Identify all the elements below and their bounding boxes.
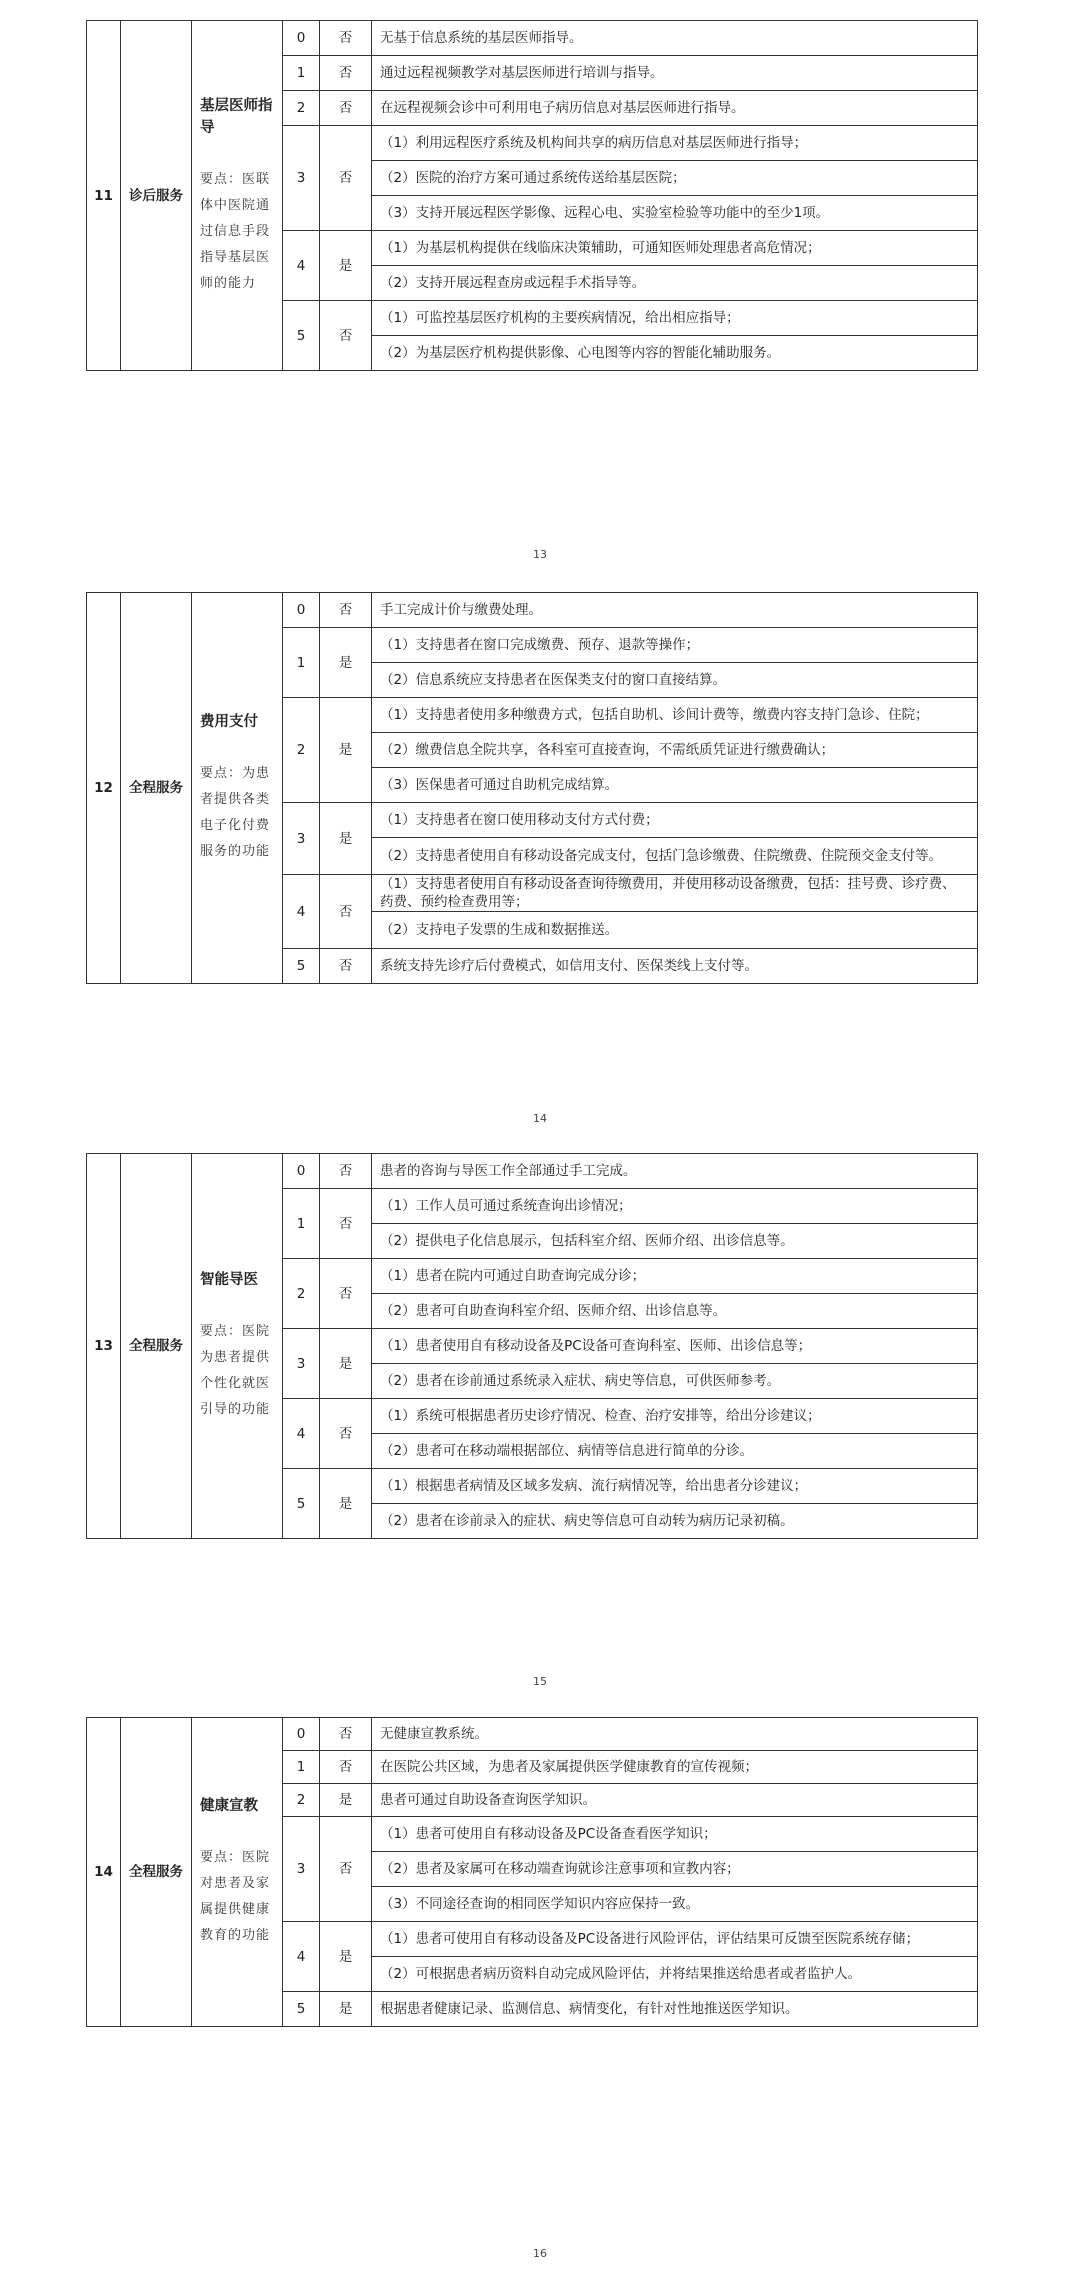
level-score: 1 — [283, 1751, 320, 1784]
level-score: 1 — [283, 1189, 320, 1259]
evaluation-title: 基层医师指导 — [200, 97, 273, 136]
level-score: 3 — [283, 803, 320, 875]
page-number: 14 — [533, 1112, 547, 1125]
requirement-text: （1）利用远程医疗系统及机构间共享的病历信息对基层医师进行指导； — [372, 126, 978, 161]
key-points: 要点：医院对患者及家属提供健康教育的功能 — [200, 1850, 271, 1943]
page-number: 15 — [533, 1675, 547, 1688]
compliance-flag: 否 — [320, 875, 372, 949]
level-score: 1 — [283, 56, 320, 91]
level-score: 2 — [283, 91, 320, 126]
level-score: 0 — [283, 1718, 320, 1751]
standard-table-13 — [86, 1153, 978, 1539]
level-score: 5 — [283, 949, 320, 984]
compliance-flag: 否 — [320, 56, 372, 91]
compliance-flag: 是 — [320, 1992, 372, 2027]
compliance-flag: 是 — [320, 1469, 372, 1539]
compliance-flag: 否 — [320, 1718, 372, 1751]
standard-table-12 — [86, 592, 978, 984]
evaluation-title: 智能导医 — [200, 1272, 258, 1288]
requirement-text: 通过远程视频教学对基层医师进行培训与指导。 — [372, 56, 978, 91]
requirement-text: 患者可通过自助设备查询医学知识。 — [372, 1784, 978, 1817]
requirement-text: （2）支持开展远程查房或远程手术指导等。 — [372, 266, 978, 301]
requirement-text: （2）支持电子发票的生成和数据推送。 — [372, 912, 978, 949]
requirement-text: （2）信息系统应支持患者在医保类支付的窗口直接结算。 — [372, 663, 978, 698]
category: 诊后服务 — [121, 21, 192, 371]
standard-table-14 — [86, 1717, 978, 2027]
compliance-flag: 否 — [320, 126, 372, 231]
requirement-text: （1）工作人员可通过系统查询出诊情况； — [372, 1189, 978, 1224]
requirement-text: 无基于信息系统的基层医师指导。 — [372, 21, 978, 56]
compliance-flag: 是 — [320, 628, 372, 698]
page-number: 13 — [533, 548, 547, 561]
item-number: 12 — [87, 593, 121, 984]
requirement-text: （2）提供电子化信息展示，包括科室介绍、医师介绍、出诊信息等。 — [372, 1224, 978, 1259]
level-score: 4 — [283, 1399, 320, 1469]
compliance-flag: 是 — [320, 1922, 372, 1992]
table-row — [87, 1154, 978, 1189]
key-points: 要点：为患者提供各类电子化付费服务的功能 — [200, 766, 271, 859]
table-row — [87, 21, 978, 56]
level-score: 4 — [283, 231, 320, 301]
level-score: 4 — [283, 1922, 320, 1992]
requirement-text: （1）可监控基层医疗机构的主要疾病情况，给出相应指导； — [372, 301, 978, 336]
requirement-text: （2）患者及家属可在移动端查询就诊注意事项和宣教内容； — [372, 1852, 978, 1887]
key-points: 要点：医院为患者提供个性化就医引导的功能 — [200, 1324, 271, 1417]
level-score: 2 — [283, 1259, 320, 1329]
requirement-text: 手工完成计价与缴费处理。 — [372, 593, 978, 628]
requirement-text: 系统支持先诊疗后付费模式，如信用支付、医保类线上支付等。 — [372, 949, 978, 984]
requirement-text: （2）患者可自助查询科室介绍、医师介绍、出诊信息等。 — [372, 1294, 978, 1329]
level-score: 2 — [283, 1784, 320, 1817]
compliance-flag: 是 — [320, 1329, 372, 1399]
requirement-text: （1）患者在院内可通过自助查询完成分诊； — [372, 1259, 978, 1294]
requirement-text: （1）系统可根据患者历史诊疗情况、检查、治疗安排等，给出分诊建议； — [372, 1399, 978, 1434]
requirement-text: 在远程视频会诊中可利用电子病历信息对基层医师进行指导。 — [372, 91, 978, 126]
requirement-text: （1）支持患者在窗口使用移动支付方式付费； — [372, 803, 978, 838]
requirement-text: 无健康宣教系统。 — [372, 1718, 978, 1751]
requirement-text: （2）患者在诊前通过系统录入症状、病史等信息，可供医师参考。 — [372, 1364, 978, 1399]
requirement-text: （2）缴费信息全院共享，各科室可直接查询，不需纸质凭证进行缴费确认； — [372, 733, 978, 768]
item-number: 13 — [87, 1154, 121, 1539]
requirement-text: （1）根据患者病情及区域多发病、流行病情况等，给出患者分诊建议； — [372, 1469, 978, 1504]
standard-table-11 — [86, 20, 978, 371]
category: 全程服务 — [121, 1154, 192, 1539]
requirement-text: （1）为基层机构提供在线临床决策辅助，可通知医师处理患者高危情况； — [372, 231, 978, 266]
level-score: 0 — [283, 1154, 320, 1189]
requirement-text: （1）支持患者在窗口完成缴费、预存、退款等操作； — [372, 628, 978, 663]
compliance-flag: 否 — [320, 91, 372, 126]
table-row — [87, 1718, 978, 1751]
level-score: 1 — [283, 628, 320, 698]
item-number: 14 — [87, 1718, 121, 2027]
compliance-flag: 否 — [320, 1189, 372, 1259]
compliance-flag: 否 — [320, 949, 372, 984]
key-points: 要点：医联体中医院通过信息手段指导基层医师的能力 — [200, 171, 271, 291]
category: 全程服务 — [121, 593, 192, 984]
table-row — [87, 593, 978, 628]
requirement-text: （1）支持患者使用自有移动设备查询待缴费用，并使用移动设备缴费，包括：挂号费、诊疗费、药费、预约检查费用等； — [372, 875, 978, 912]
evaluation-title: 费用支付 — [200, 714, 258, 730]
requirement-text: 在医院公共区域，为患者及家属提供医学健康教育的宣传视频； — [372, 1751, 978, 1784]
compliance-flag: 是 — [320, 1784, 372, 1817]
level-score: 4 — [283, 875, 320, 949]
compliance-flag: 是 — [320, 803, 372, 875]
requirement-text: （1）患者可使用自有移动设备及PC设备查看医学知识； — [372, 1817, 978, 1852]
requirement-text: （2）为基层医疗机构提供影像、心电图等内容的智能化辅助服务。 — [372, 336, 978, 371]
compliance-flag: 是 — [320, 231, 372, 301]
compliance-flag: 否 — [320, 1751, 372, 1784]
requirement-text: （3）支持开展远程医学影像、远程心电、实验室检验等功能中的至少1项。 — [372, 196, 978, 231]
requirement-text: （1）患者使用自有移动设备及PC设备可查询科室、医师、出诊信息等； — [372, 1329, 978, 1364]
compliance-flag: 否 — [320, 1817, 372, 1922]
requirement-text: （2）可根据患者病历资料自动完成风险评估，并将结果推送给患者或者监护人。 — [372, 1957, 978, 1992]
evaluation-title: 健康宣教 — [200, 1798, 258, 1814]
compliance-flag: 否 — [320, 301, 372, 371]
level-score: 5 — [283, 301, 320, 371]
item-number: 11 — [87, 21, 121, 371]
requirement-text: （3）医保患者可通过自助机完成结算。 — [372, 768, 978, 803]
compliance-flag: 否 — [320, 593, 372, 628]
evaluation-description — [192, 1718, 283, 2027]
level-score: 0 — [283, 21, 320, 56]
compliance-flag: 是 — [320, 698, 372, 803]
level-score: 0 — [283, 593, 320, 628]
evaluation-description — [192, 593, 283, 984]
requirement-text: （2）医院的治疗方案可通过系统传送给基层医院； — [372, 161, 978, 196]
requirement-text: 患者的咨询与导医工作全部通过手工完成。 — [372, 1154, 978, 1189]
level-score: 3 — [283, 126, 320, 231]
compliance-flag: 否 — [320, 1154, 372, 1189]
level-score: 2 — [283, 698, 320, 803]
level-score: 5 — [283, 1992, 320, 2027]
requirement-text: 根据患者健康记录、监测信息、病情变化，有针对性地推送医学知识。 — [372, 1992, 978, 2027]
requirement-text: （1）患者可使用自有移动设备及PC设备进行风险评估，评估结果可反馈至医院系统存储； — [372, 1922, 978, 1957]
compliance-flag: 否 — [320, 1399, 372, 1469]
level-score: 3 — [283, 1817, 320, 1922]
level-score: 3 — [283, 1329, 320, 1399]
requirement-text: （2）支持患者使用自有移动设备完成支付，包括门急诊缴费、住院缴费、住院预交金支付等。 — [372, 838, 978, 875]
page-number: 16 — [533, 2247, 547, 2260]
compliance-flag: 否 — [320, 21, 372, 56]
requirement-text: （2）患者在诊前录入的症状、病史等信息可自动转为病历记录初稿。 — [372, 1504, 978, 1539]
compliance-flag: 否 — [320, 1259, 372, 1329]
requirement-text: （2）患者可在移动端根据部位、病情等信息进行简单的分诊。 — [372, 1434, 978, 1469]
evaluation-description — [192, 1154, 283, 1539]
requirement-text: （1）支持患者使用多种缴费方式，包括自助机、诊间计费等，缴费内容支持门急诊、住院； — [372, 698, 978, 733]
requirement-text: （3）不同途径查询的相同医学知识内容应保持一致。 — [372, 1887, 978, 1922]
category: 全程服务 — [121, 1718, 192, 2027]
level-score: 5 — [283, 1469, 320, 1539]
evaluation-description — [192, 21, 283, 371]
